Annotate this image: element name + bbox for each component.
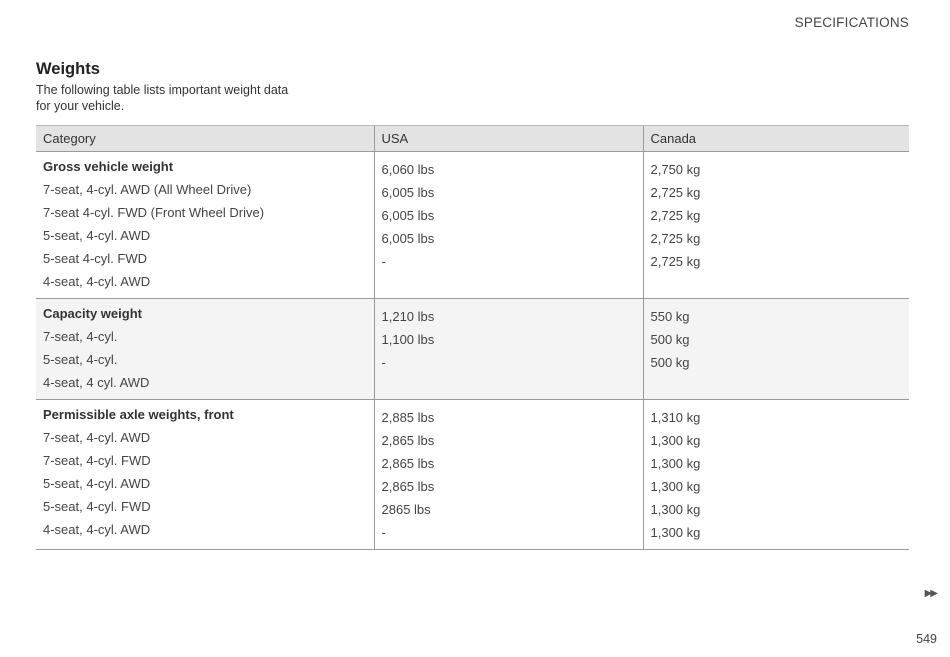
canada-value: 2,725 kg xyxy=(650,231,701,246)
canada-value: 1,300 kg xyxy=(650,525,701,540)
canada-cell xyxy=(643,299,909,400)
page-title: Weights xyxy=(36,60,100,78)
usa-value: 6,005 lbs xyxy=(381,185,435,200)
usa-value: 6,060 lbs xyxy=(381,162,435,177)
category-row: 5-seat, 4-cyl. AWD xyxy=(43,476,151,491)
usa-value: 6,005 lbs xyxy=(381,208,435,223)
usa-value: 2,865 lbs xyxy=(381,433,435,448)
canada-value: 1,300 kg xyxy=(650,502,701,517)
category-row: 7-seat 4-cyl. FWD (Front Wheel Drive) xyxy=(43,205,265,220)
column-header-canada: Canada xyxy=(643,126,909,152)
table-header-row xyxy=(36,126,909,152)
canada-value: 1,310 kg xyxy=(650,410,701,425)
canada-cell xyxy=(643,152,909,299)
usa-cell xyxy=(374,400,643,550)
canada-value: 1,300 kg xyxy=(650,456,701,471)
category-row: 7-seat, 4-cyl. AWD xyxy=(43,430,151,445)
category-row: 4-seat, 4-cyl. AWD xyxy=(43,522,151,537)
category-row: 4-seat, 4-cyl. AWD xyxy=(43,274,151,289)
canada-value: 550 kg xyxy=(650,309,690,324)
usa-value: - xyxy=(381,525,386,540)
usa-cell xyxy=(374,299,643,400)
canada-value: 2,725 kg xyxy=(650,185,701,200)
table-row-capacity-weight xyxy=(36,299,909,400)
canada-cell xyxy=(643,400,909,550)
category-row: 7-seat, 4-cyl. FWD xyxy=(43,453,151,468)
category-cell xyxy=(36,299,374,400)
page-number: 549 xyxy=(916,632,937,646)
intro-text: The following table lists important weight data for your vehicle. xyxy=(36,83,289,113)
canada-value: 1,300 kg xyxy=(650,433,701,448)
next-page-icon[interactable]: ▶▶ xyxy=(924,588,936,599)
category-cell xyxy=(36,152,374,299)
column-header-category: Category xyxy=(36,126,374,152)
group-title: Capacity weight xyxy=(43,306,142,321)
canada-value: 1,300 kg xyxy=(650,479,701,494)
canada-value: 2,725 kg xyxy=(650,208,701,223)
category-row: 7-seat, 4-cyl. xyxy=(43,329,118,344)
column-header-usa: USA xyxy=(374,126,643,152)
usa-value: 2865 lbs xyxy=(381,502,431,517)
usa-value: 2,865 lbs xyxy=(381,479,435,494)
usa-cell xyxy=(374,152,643,299)
category-row: 5-seat, 4-cyl. FWD xyxy=(43,499,151,514)
weights-table xyxy=(36,125,909,550)
category-row: 5-seat 4-cyl. FWD xyxy=(43,251,148,266)
table-row-gross-vehicle-weight xyxy=(36,152,909,299)
category-row: 4-seat, 4 cyl. AWD xyxy=(43,375,150,390)
usa-value: 2,885 lbs xyxy=(381,410,435,425)
canada-value: 2,750 kg xyxy=(650,162,701,177)
usa-value: 2,865 lbs xyxy=(381,456,435,471)
canada-value: 2,725 kg xyxy=(650,254,701,269)
group-title: Gross vehicle weight xyxy=(43,159,174,174)
category-row: 7-seat, 4-cyl. AWD (All Wheel Drive) xyxy=(43,182,252,197)
canada-value: 500 kg xyxy=(650,332,690,347)
usa-value: 1,210 lbs xyxy=(381,309,435,324)
usa-value: 6,005 lbs xyxy=(381,231,435,246)
usa-value: 1,100 lbs xyxy=(381,332,435,347)
category-row: 5-seat, 4-cyl. xyxy=(43,352,118,367)
usa-value: - xyxy=(381,355,386,370)
group-title: Permissible axle weights, front xyxy=(43,407,234,422)
category-row: 5-seat, 4-cyl. AWD xyxy=(43,228,151,243)
usa-value: - xyxy=(381,254,386,269)
table-row-axle-weights-front xyxy=(36,400,909,550)
section-header: SPECIFICATIONS xyxy=(794,15,909,30)
canada-value: 500 kg xyxy=(650,355,690,370)
category-cell xyxy=(36,400,374,550)
